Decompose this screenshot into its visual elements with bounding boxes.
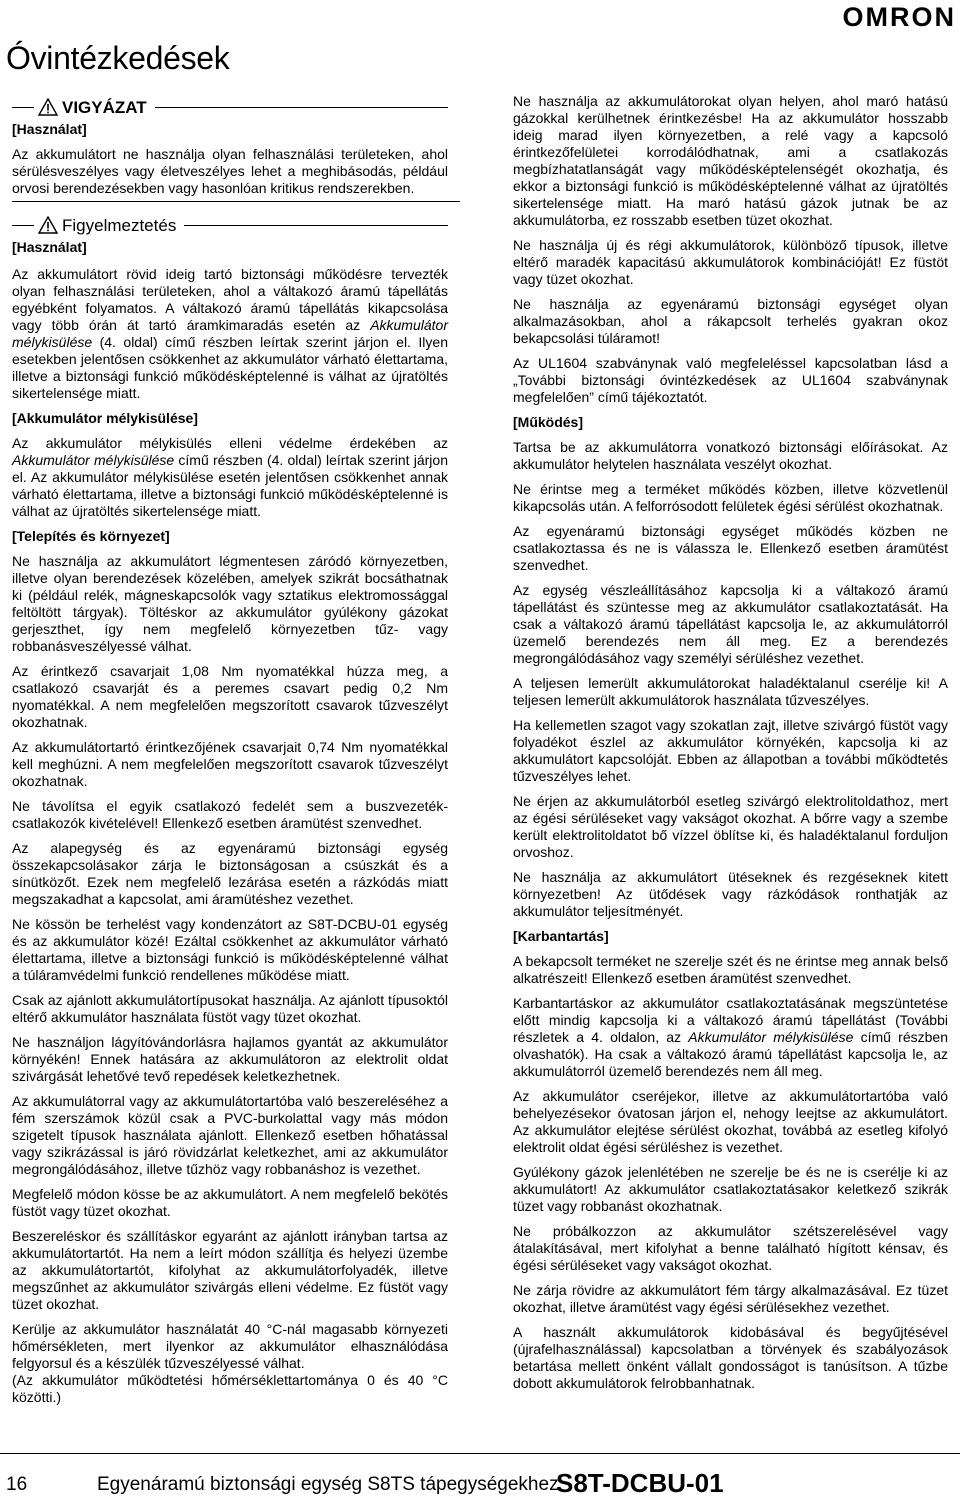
operation-paragraph: Az egyenáramú biztonsági egységet működés közben ne csatlakoztassa és ne is válassza le. Ellenkező esetben áramütést szenvedhet. bbox=[513, 523, 948, 573]
footer-divider bbox=[0, 1453, 960, 1454]
install-paragraph: Csak az ajánlott akkumulátortípusokat használja. Az ajánlott típusoktól eltérő akkumulátor használata füstöt vagy tüzet okozhat. bbox=[12, 992, 448, 1025]
usage-heading: [Használat] bbox=[12, 121, 87, 137]
maintenance-paragraph: A használt akkumulátorok kidobásával és begyűjtésével (újrafelhasználással) kapcsolatban a törvények és szabályozások betartása mellett önként vállalt gondosságot is tanúsítson. A tűzbe dobott akkumulátorok felrobbanhatnak. bbox=[513, 1324, 948, 1391]
footer-model: S8T-DCBU-01 bbox=[556, 1468, 724, 1498]
maintenance-paragraph: Karbantartáskor az akkumulátor csatlakoztatásának megszüntetése előtt mindig kapcsolja ki a váltakozó áramú tápellátást (További részletek a 4. oldalon, az Akkumulátor mélykisülése című részben olvashatók). Ha csak a váltakozó áramú tápellátást kapcsolja le, az akkumulátorról üzemelő berendezés nem áll meg. bbox=[513, 995, 948, 1079]
right-column bbox=[513, 93, 948, 1400]
install-paragraph: Ne távolítsa el egyik csatlakozó fedelét sem a buszvezeték-csatlakozók kivételével! Ellenkező esetben áramütést szenvedhet. bbox=[12, 798, 448, 831]
caution-header bbox=[12, 98, 448, 116]
operation-paragraph: Ne érjen az akkumulátorból esetleg szivárgó elektrolitoldathoz, mert az égési sérüléseket vagy vakságot okozhat. A bőrre vagy a szembe került elektrolitoldatot bő vízzel öblítse ki, és haladéktalanul forduljon orvoshoz. bbox=[513, 793, 948, 860]
deep-discharge-heading: [Akkumulátor mélykisülése] bbox=[12, 410, 198, 426]
maintenance-paragraph: Ne próbálkozzon az akkumulátor szétszerelésével vagy átalakításával, mert kifolyhat a benne található hígított kénsav, és égési sérüléseket vagy vakságot okozhat. bbox=[513, 1223, 948, 1273]
warning-triangle-icon bbox=[38, 98, 58, 116]
caution-text: Az akkumulátort ne használja olyan felhasználási területeken, ahol sérülésveszélyes vagy életveszélyes lehet a meghibásodás, például orvosi berendezésekben vagy hasonlóan kritikus rendszerekben. bbox=[12, 146, 448, 196]
install-paragraph: Az akkumulátorral vagy az akkumulátortartóba való beszereléséhez a fém szerszámok közül csak a PVC-burkolattal vagy más módon szigetelt típusok használata ajánlott. Ellenkező esetben hőhatással vagy szikrázással is járó rövidzárlat keletkezhet, ami az akkumulátor megrongálódásához, illetve tűzhöz vagy robbanáshoz is vezethet. bbox=[12, 1093, 448, 1177]
install-paragraph: Ne használjon lágyítóvándorlásra hajlamos gyantát az akkumulátor környékén! Ennek hatására az akkumulátoron az elektrolit oldat szivárgását lehetővé tevő repedések keletkezhetnek. bbox=[12, 1034, 448, 1084]
left-column bbox=[12, 98, 448, 1414]
page-title: Óvintézkedések bbox=[6, 40, 230, 76]
install-paragraph: Az akkumulátortartó érintkezőjének csavarjait 0,74 Nm nyomatékkal kell meghúzni. A nem megfelelően megszorított csavarok tűzveszélyt okozhatnak. bbox=[12, 739, 448, 789]
divider bbox=[12, 201, 460, 202]
install-paragraph: Az alapegység és az egyenáramú biztonsági egység összekapcsolásakor zárja le biztonságosan a csúszkát és a sínütközőt. Ezek nem megfelelő lezárása esetén a rázkódás miatt megszakadhat a kapcsolat, ami áramütéshez vezethet. bbox=[12, 840, 448, 907]
usage-heading: [Használat] bbox=[12, 239, 87, 255]
maintenance-paragraphs bbox=[513, 1088, 948, 1392]
operation-paragraph: Ne érintse meg a terméket működés közben, illetve közvetlenül kikapcsolás után. A felforrósodott felületek égési sérülést okozhatnak. bbox=[513, 481, 948, 514]
right-paragraph: Ne használja új és régi akkumulátorok, különböző típusok, illetve eltérő maradék kapacitású akkumulátorok kombinációját! Ez füstöt vagy tüzet okozhat. bbox=[513, 237, 948, 287]
maintenance-paragraph: Ne zárja rövidre az akkumulátort fém tárgy alkalmazásával. Ez tüzet okozhat, illetve áramütést vagy égési sérülésekhez vezethet. bbox=[513, 1282, 948, 1315]
operation-paragraphs bbox=[513, 439, 948, 920]
operation-paragraph: Tartsa be az akkumulátorra vonatkozó biztonsági előírásokat. Az akkumulátor helytelen használata veszélyt okozhat. bbox=[513, 439, 948, 472]
maintenance-heading: [Karbantartás] bbox=[513, 928, 609, 944]
operation-paragraph: Ha kellemetlen szagot vagy szokatlan zajt, illetve szivárgó füstöt vagy folyadékot észlel az akkumulátor környékén, kapcsolja ki az akkumulátort kapcsolóját. Ebben az állapotban a további működtetés tűzveszélyes lehet. bbox=[513, 717, 948, 784]
operation-paragraph: Ne használja az akkumulátort ütéseknek és rezgéseknek kitett környezetben! Az ütődések vagy rázkódások ronthatják az akkumulátor teljesítményét. bbox=[513, 869, 948, 919]
right-top-paragraphs bbox=[513, 93, 948, 406]
install-paragraph: Megfelelő módon kösse be az akkumulátort. A nem megfelelő bekötés füstöt vagy tüzet okozhat. bbox=[12, 1186, 448, 1219]
install-paragraph: Az érintkező csavarjait 1,08 Nm nyomatékkal húzza meg, a csatlakozó csavarját és a peremes csavart pedig 0,2 Nm nyomatékkal. A nem megfelelően megszorított csavarok tűzveszélyt okozhatnak. bbox=[12, 663, 448, 730]
maintenance-paragraph: Az akkumulátor cseréjekor, illetve az akkumulátortartóba való behelyezésekor óvatosan járjon el, nehogy leejtse az akkumulátort. Az akkumulátor elejtése sérülést okozhat, továbbá az esetleg kifolyó elektrolit oldat égési sérüléshez is vezethet. bbox=[513, 1088, 948, 1155]
install-paragraph: Ne kössön be terhelést vagy kondenzátort az S8T-DCBU-01 egység és az akkumulátor közé! Ezáltal csökkenhet az akkumulátor várható élettartama, illetve a biztonsági funkció is működésképtelenné válhat a túláramvédelmi funkció rendellenes működése miatt. bbox=[12, 916, 448, 983]
install-heading: [Telepítés és környezet] bbox=[12, 528, 170, 544]
caution-title: VIGYÁZAT bbox=[62, 97, 147, 117]
page-number: 16 bbox=[6, 1474, 28, 1495]
divider bbox=[12, 107, 34, 108]
operation-paragraph: A teljesen lemerült akkumulátorokat haladéktalanul cserélje ki! A teljesen lemerült akkumulátorok használata tűzveszélyes. bbox=[513, 675, 948, 708]
divider bbox=[155, 107, 448, 108]
warning-title: Figyelmeztetés bbox=[62, 215, 177, 235]
divider bbox=[184, 225, 448, 226]
omron-logo: OMRON bbox=[842, 2, 956, 32]
warning-triangle-icon bbox=[38, 216, 58, 234]
deep-discharge-paragraph: Az akkumulátor mélykisülés elleni védelme érdekében az Akkumulátor mélykisülése című részben (4. oldal) leírtak szerint járjon el. Az akkumulátor mélykisülése esetén jelentősen csökkenhet annak várható élettartama, illetve a biztonsági funkció működésképtelenné is válhat az újratöltés sikertelensége miatt. bbox=[12, 435, 448, 519]
install-paragraph: Beszereléskor és szállításkor egyaránt az ajánlott irányban tartsa az akkumulátortartót. Ha nem a leírt módon szállítja és helyezi üzembe az akkumulátortartót, kifolyhat az akkumulátorfolyadék, illetve megszűnhet az akkumulátor szivárgás elleni védelme. Ez füstöt vagy tüzet okozhat. bbox=[12, 1228, 448, 1312]
usage-paragraph: Az akkumulátort rövid ideig tartó biztonsági működésre tervezték olyan felhasználási területeken, ahol a váltakozó áramú tápellátás egyébként folyamatos. A váltakozó áramú tápellátás kikapcsolása vagy több órán át tartó áramkimaradás esetén az Akkumulátor mélykisülése (4. oldal) című részben leírtak szerint járjon el. Ilyen esetekben jelentősen csökkenhet az akkumulátor várható élettartama, illetve a biztonsági funkció működésképtelenné is válhat az újratöltés sikertelensége miatt. bbox=[12, 266, 448, 401]
right-paragraph: Ne használja az akkumulátorokat olyan helyen, ahol maró hatású gázokkal kerülhetnek érintkezésbe! Ha az akkumulátor hosszabb ideig marad ilyen környezetben, a relé vagy a kapcsoló érintkezőfelületei korrodálódhatnak, ami a csatlakozás megbízhatatlanságát vagy működésképtelenségét okozhatja, és ekkor a biztonsági funkció is működésképtelenné válhat az újratöltés sikertelensége miatt. Ha maró hatású gázok jutnak be az akkumulátorba, ez rosszabb esetben tüzet okozhat. bbox=[513, 93, 948, 228]
operation-heading: [Működés] bbox=[513, 414, 583, 430]
maintenance-paragraph: Gyúlékony gázok jelenlétében ne szerelje be és ne is cserélje ki az akkumulátort! Az akkumulátor csatlakoztatásakor keletkező szikrák tüzet vagy robbanást okozhatnak. bbox=[513, 1164, 948, 1214]
maintenance-paragraph: A bekapcsolt terméket ne szerelje szét és ne érintse meg annak belső alkatrészeit! Ellenkező esetben áramütést szenvedhet. bbox=[513, 953, 948, 986]
warning-header bbox=[12, 216, 448, 234]
install-paragraph: Kerülje az akkumulátor használatát 40 °C-nál magasabb környezeti hőmérsékleten, mert ilyenkor az akkumulátor elhasználódása felgyorsul és a készülék tűzveszélyessé válhat. (Az akkumulátor működtetési hőmérséklettartománya 0 és 40 °C közötti.) bbox=[12, 1321, 448, 1405]
right-paragraph: Az UL1604 szabványnak való megfeleléssel kapcsolatban lásd a „További biztonsági óvintézkedések az UL1604 szabványnak megfelelően” című tájékoztatót. bbox=[513, 355, 948, 405]
operation-paragraph: Az egység vészleállításához kapcsolja ki a váltakozó áramú tápellátást és szüntesse meg az akkumulátor csatlakoztatását. Ha csak a váltakozó áramú tápellátást kapcsolja le, az akkumulátorról üzemelő berendezés nem áll meg. Ez a berendezés megrongálódásához vagy személyi sérüléshez vezethet. bbox=[513, 582, 948, 666]
install-paragraph: Ne használja az akkumulátort légmentesen záródó környezetben, illetve olyan berendezések közelében, amelyek szikrát bocsáthatnak ki (például relék, mágneskapcsolók vagy sztatikus elektromossággal feltöltött tárgyak). Töltéskor az akkumulátor gyúlékony gázokat gerjeszthet, így nem megfelelő környezetben tűz- vagy robbanásveszélyessé válhat. bbox=[12, 553, 448, 654]
install-paragraphs bbox=[12, 553, 448, 1406]
right-paragraph: Ne használja az egyenáramú biztonsági egységet olyan alkalmazásokban, ahol a rákapcsolt terhelés gyakran okoz bekapcsolási túláramot! bbox=[513, 296, 948, 346]
footer-title: Egyenáramú biztonsági egység S8TS tápegységekhez bbox=[97, 1474, 559, 1495]
divider bbox=[12, 225, 34, 226]
